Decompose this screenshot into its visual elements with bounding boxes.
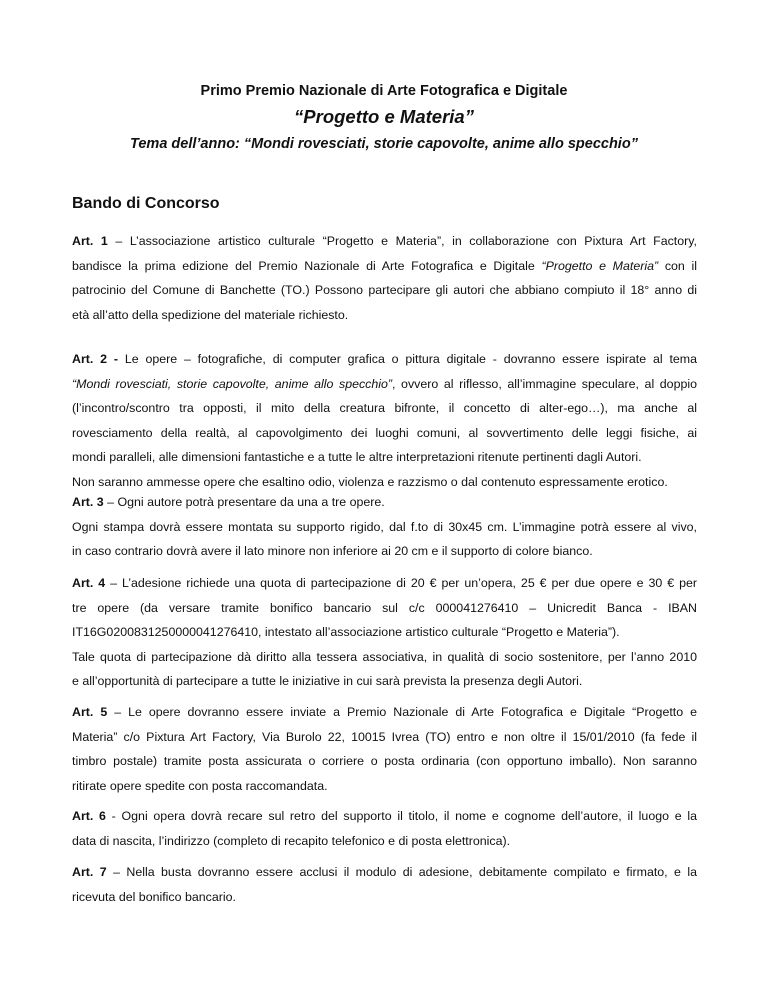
article-2: Art. 2 - Le opere – fotografiche, di computer grafica o pittura digitale - dovranno essere ispirate al tema “Mondi rovesciati, storie capovolte, anime allo specchio”, ovvero al riflesso, all’immagine speculare, al doppio (l’incontro/scontro tra opposti, il mito della creatura bifronte, il concetto di alter-ego…), ma anche al rovesciamento della realtà, al capovolgimento dei luoghi comuni, al sovvertimento delle leggi fisiche, ai mondi paralleli, alle dimensioni fantastiche e a tutte le altre interpretazioni ritenute pertinenti dagli Autori. Non saranno ammesse opere che esaltino odio, violenza e razzismo o dal contenuto espressamente erotico. [72,352,697,489]
article-label: Art. 6 [72,809,106,823]
article-label: Art. 1 [72,234,108,248]
header-title: Primo Premio Nazionale di Arte Fotografica e Digitale [200,83,568,99]
article-6: Art. 6 - Ogni opera dovrà recare sul retro del supporto il titolo, il nome e cognome dell’autore, il luogo e la data di nascita, l’indirizzo (completo di recapito telefonico e di posta elettronica). [72,809,697,848]
article-5: Art. 5 – Le opere dovranno essere inviate a Premio Nazionale di Arte Fotografica e Digitale “Progetto e Materia” c/o Pixtura Art Factory, Via Burolo 22, 10015 Ivrea (TO) entro e non oltre il 15/01/2010 (fa fede il timbro postale) tramite posta assicurata o corriere o posta ordinaria (con opportuno imballo). Non saranno ritirate opere spedite con posta raccomandata. [72,705,697,793]
article-4: Art. 4 – L’adesione richiede una quota di partecipazione di 20 € per un’opera, 25 € per due opere e 30 € per tre opere (da versare tramite bonifico bancario sul c/c 000041276410 – Unicredit Banca - IBAN IT16G0200831250000041276410, intestato all’associazione artistico culturale “Progetto e Materia”). Tale quota di partecipazione dà diritto alla tessera associativa, in qualità di socio sostenitore, per l’anno 2010 e all’opportunità di partecipare a tutte le iniziative in cui sarà prevista la presenza degli Autori. [72,576,697,688]
article-3: Art. 3 – Ogni autore potrà presentare da una a tre opere. Ogni stampa dovrà essere montata su supporto rigido, dal f.to di 30x45 cm. L’immagine potrà essere al vivo, in caso contrario dovrà avere il lato minore non inferiore ai 20 cm e il supporto di colore bianco. [72,495,697,558]
article-label: Art. 5 [72,705,108,719]
article-label: Art. 2 - [72,352,119,366]
article-7: Art. 7 – Nella busta dovranno essere acclusi il modulo di adesione, debitamente compilato e firmato, e la ricevuta del bonifico bancario. [72,865,697,904]
section-title: Bando di Concorso [72,195,220,212]
header-theme: Tema dell’anno: “Mondi rovesciati, storie capovolte, anime allo specchio” [130,136,638,152]
article-label: Art. 3 [72,495,104,509]
article-label: Art. 7 [72,865,107,879]
article-label: Art. 4 [72,576,106,590]
header-prize-name: “Progetto e Materia” [294,106,474,127]
article-1: Art. 1 – L’associazione artistico culturale “Progetto e Materia”, in collaborazione con Pixtura Art Factory, bandisce la prima edizione del Premio Nazionale di Arte Fotografica e Digitale “Progetto e Materia” con il patrocinio del Comune di Banchette (TO.) Possono partecipare gli autori che abbiano compiuto il 18° anno di età all’atto della spedizione del materiale richiesto. [72,234,697,322]
